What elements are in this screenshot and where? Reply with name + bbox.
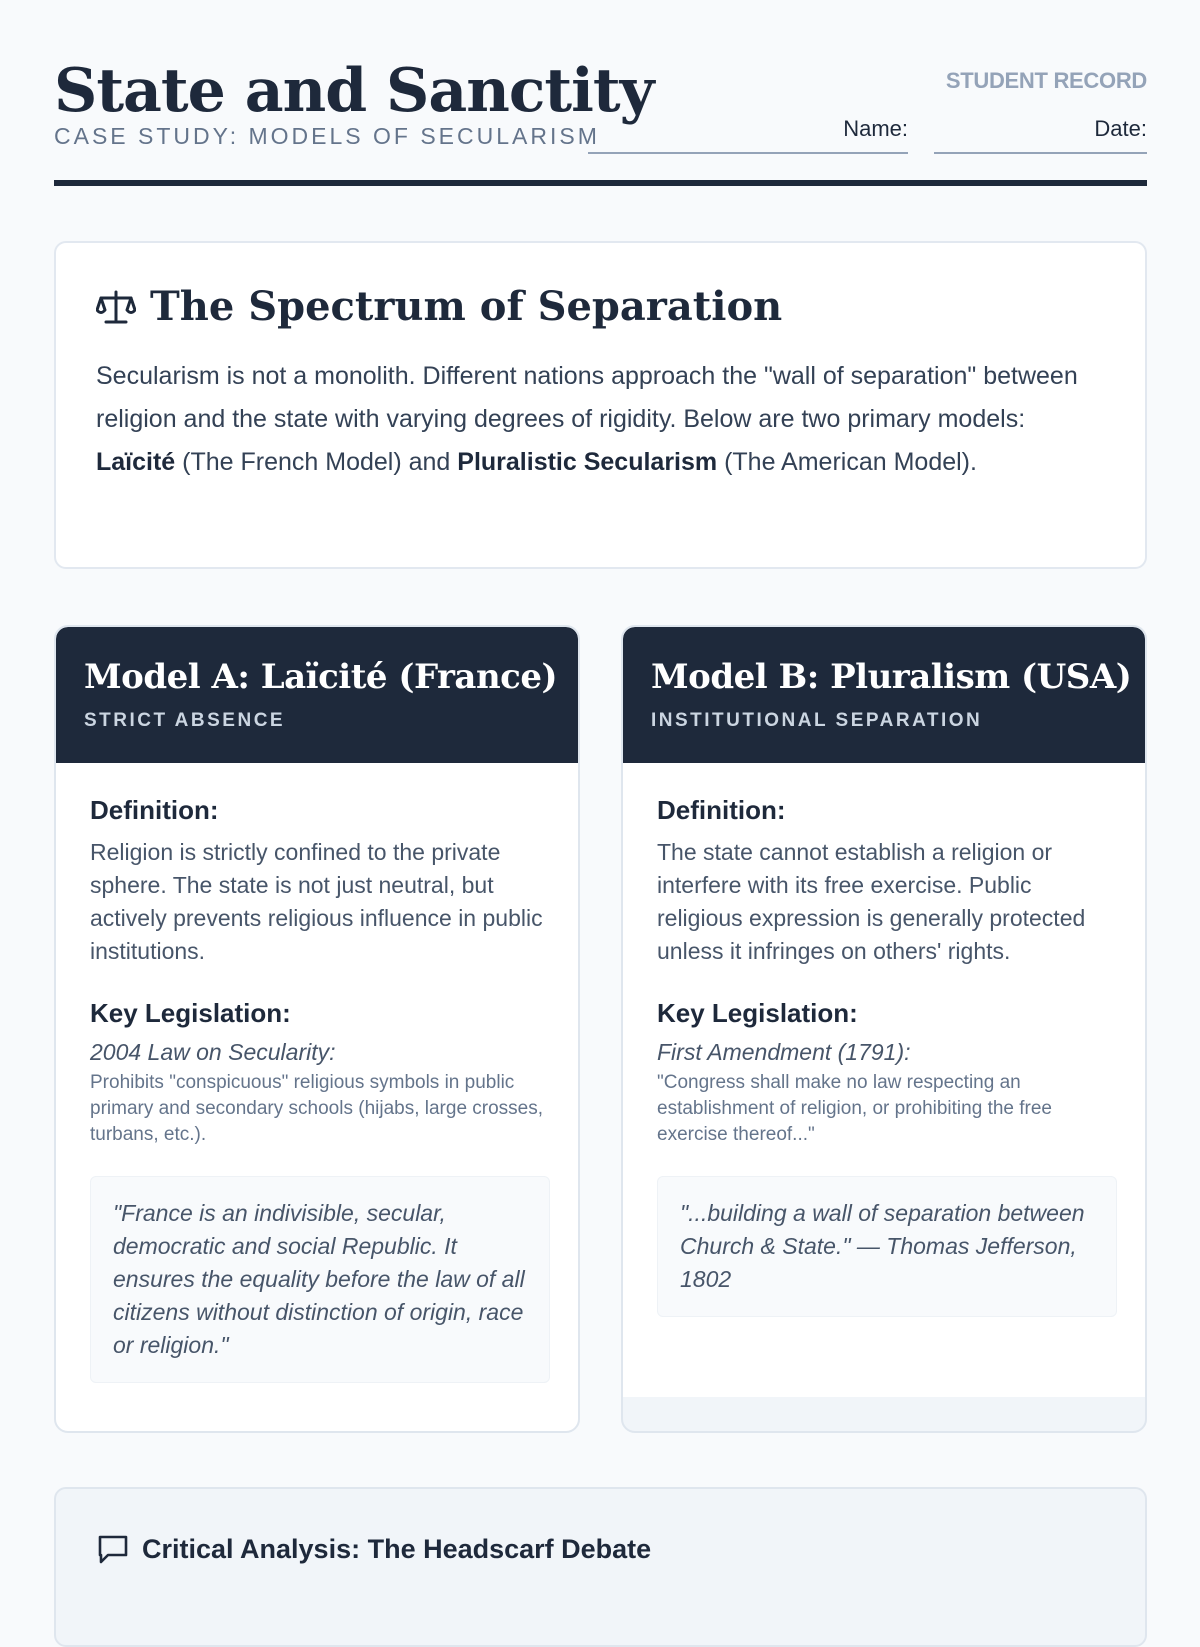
intro-heading: [96, 283, 782, 330]
model-card-header: [623, 627, 1145, 763]
intro-text-part: Secularism is not a monolith. Different nations approach the "wall of separation" between religion and the state with varying degrees of rigidity. Below are two primary models:: [96, 362, 1078, 433]
model-card-france: [54, 625, 580, 1433]
student-record-label: STUDENT RECORD: [945, 68, 1147, 93]
speech-bubble-icon: [96, 1533, 130, 1565]
legislation-label: Key Legislation:: [90, 998, 291, 1028]
legislation-title: 2004 Law on Secularity:: [90, 1039, 336, 1065]
intro-term-pluralistic: Pluralistic Secularism: [457, 448, 718, 476]
model-card-body: [657, 795, 1117, 1317]
legislation-description: Prohibits "conspicuous" religious symbols in public primary and secondary schools (hijabs, large crosses, turbans, etc.).: [90, 1072, 544, 1145]
model-card-usa: [621, 625, 1147, 1433]
legislation-description: "Congress shall make no law respecting an establishment of religion, or prohibiting the free exercise thereof...": [657, 1072, 1053, 1145]
intro-title: The Spectrum of Separation: [150, 283, 783, 330]
analysis-section: [54, 1487, 1147, 1647]
intro-paragraph: [96, 355, 1106, 484]
model-subtitle: INSTITUTIONAL SEPARATION: [651, 710, 983, 731]
model-card-body: [90, 795, 550, 1383]
name-field[interactable]: [588, 56, 908, 154]
page-subtitle: CASE STUDY: MODELS OF SECULARISM: [54, 123, 600, 149]
model-title: Model A: Laïcité (France): [84, 657, 558, 697]
intro-term-laicite: Laïcité: [96, 448, 176, 476]
intro-card: [54, 241, 1147, 569]
header-divider: [54, 180, 1147, 186]
legislation-title: First Amendment (1791):: [657, 1039, 911, 1065]
intro-text-part: (The French Model) and: [175, 448, 458, 476]
model-card-header: [56, 627, 578, 763]
scale-icon: [96, 289, 136, 325]
quote-block: "France is an indivisible, secular, democratic and social Republic. It ensures the equality before the law of all citizens without distinction of origin, race or religion.": [90, 1176, 550, 1383]
legislation-label: Key Legislation:: [657, 998, 858, 1028]
definition-label: Definition:: [90, 795, 219, 825]
page-header: [54, 56, 1147, 186]
definition-text: Religion is strictly confined to the private sphere. The state is not just neutral, but actively prevents religious influence in public institutions.: [90, 839, 543, 964]
analysis-title: Critical Analysis: The Headscarf Debate: [142, 1533, 652, 1564]
name-label: Name:: [843, 116, 908, 141]
model-title: Model B: Pluralism (USA): [651, 657, 1132, 697]
analysis-heading: [96, 1533, 651, 1565]
quote-block: "...building a wall of separation between Church & State." — Thomas Jefferson, 1802: [657, 1176, 1117, 1317]
page-title: State and Sanctity: [54, 56, 654, 126]
definition-text: The state cannot establish a religion or interfere with its free exercise. Public religious expression is generally protected unless it infringes on others' rights.: [657, 839, 1086, 964]
intro-text-part: (The American Model).: [717, 448, 977, 476]
definition-label: Definition:: [657, 795, 786, 825]
model-subtitle: STRICT ABSENCE: [84, 710, 286, 731]
date-field[interactable]: [934, 56, 1147, 154]
date-label: Date:: [1094, 116, 1147, 141]
